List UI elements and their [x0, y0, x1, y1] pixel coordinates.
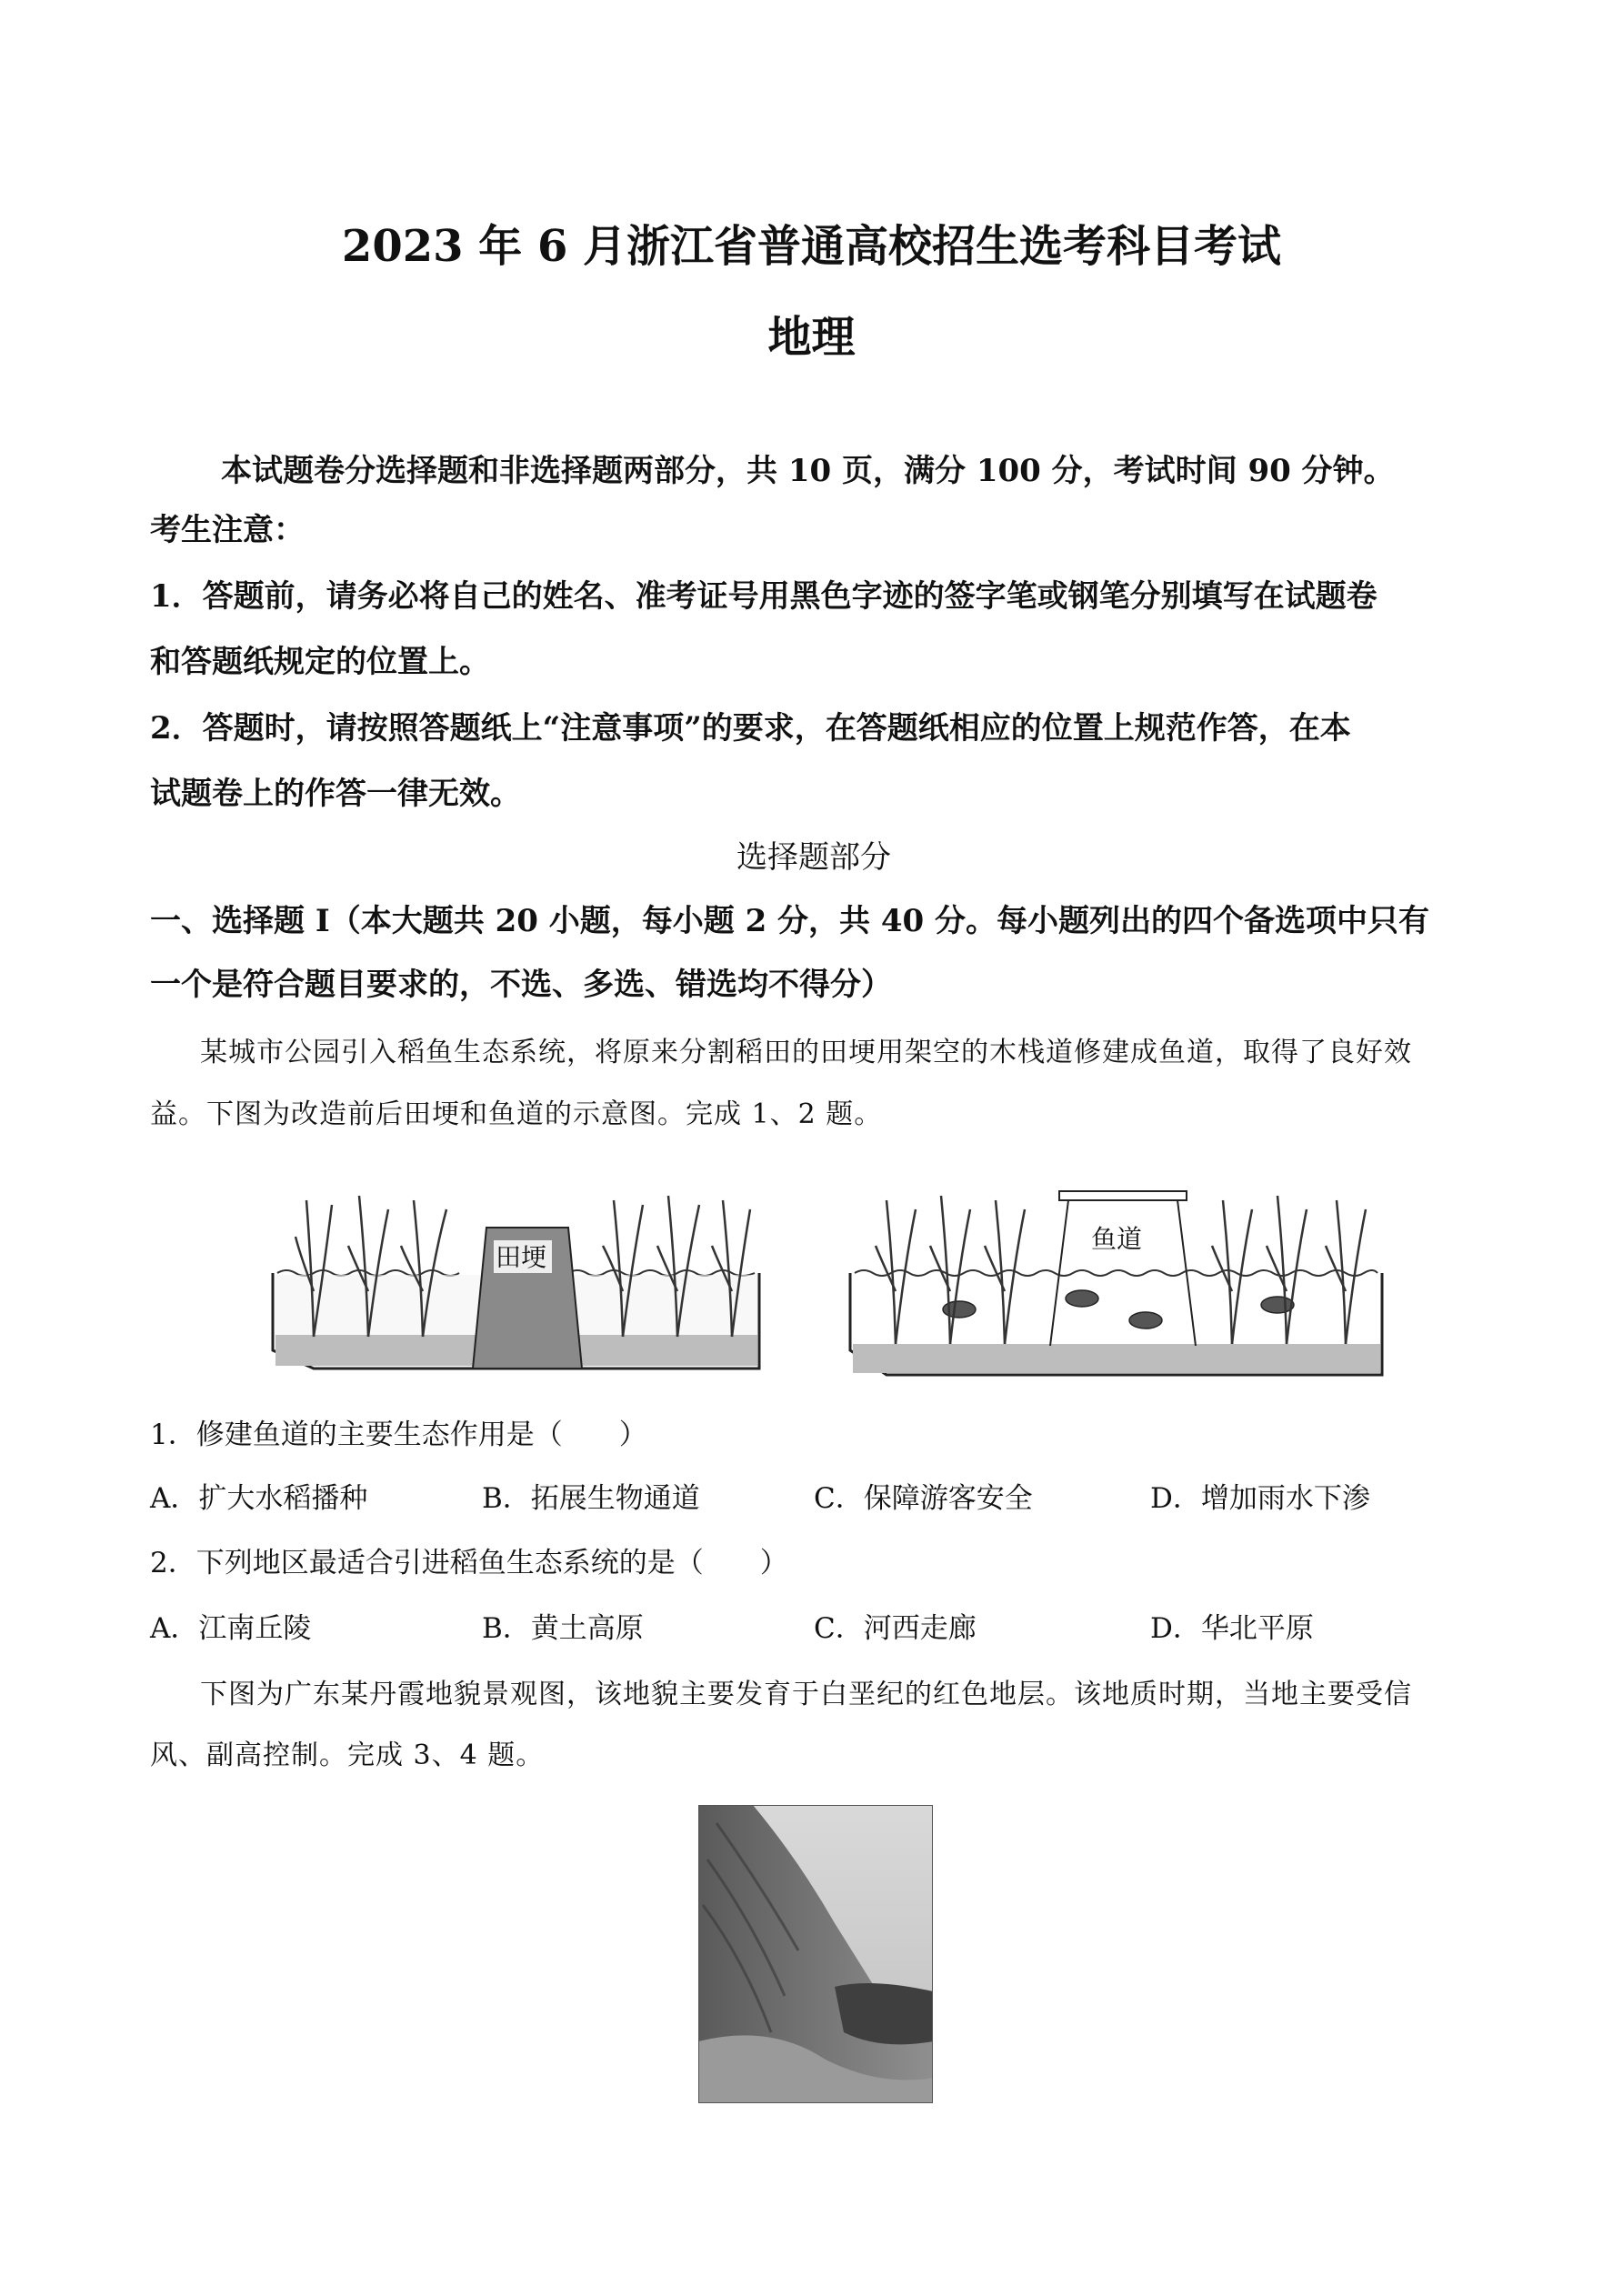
stem1-line-1: 某城市公园引入稻鱼生态系统，将原来分割稻田的田埂用架空的木栈道修建成鱼道，取得了良好效 [200, 1037, 1412, 1068]
stem2-line-2: 风、副高控制。完成 3、4 题。 [150, 1740, 545, 1771]
notice-title: 考生注意： [150, 512, 305, 548]
question-1: 1．修建鱼道的主要生态作用是（ ） [150, 1419, 647, 1451]
fishway-label: 鱼道 [1091, 1224, 1143, 1254]
section-title: 选择题部分 [736, 839, 891, 876]
q1-option-a: A．扩大水稻播种 [150, 1482, 368, 1515]
before-diagram [273, 1196, 759, 1369]
notice-2-line-1: 2．答题时，请按照答题纸上“注意事项”的要求，在答题纸相应的位置上规范作答，在本 [150, 710, 1351, 747]
subject-title: 地理 [767, 312, 856, 363]
danxia-landform-photo [698, 1805, 933, 2103]
notice-1-line-2: 和答题纸规定的位置上。 [150, 644, 490, 680]
intro-line: 本试题卷分选择题和非选择题两部分，共 10 页，满分 100 分，考试时间 90 分钟。 [221, 453, 1395, 489]
q1-option-c: C．保障游客安全 [814, 1482, 1033, 1515]
q1-option-d: D．增加雨水下渗 [1150, 1482, 1370, 1515]
ridge-fishway-diagram [268, 1173, 1396, 1391]
stem2-line-1: 下图为广东某丹霞地貌景观图，该地貌主要发育于白垩纪的红色地层。该地质时期，当地主要受信 [200, 1679, 1412, 1710]
notice-2-line-2: 试题卷上的作答一律无效。 [150, 776, 521, 812]
q2-option-a: A．江南丘陵 [150, 1612, 312, 1645]
q2-option-b: B．黄土高原 [482, 1612, 644, 1645]
fish-group [943, 1290, 1294, 1328]
exam-title: 2023 年 6 月浙江省普通高校招生选考科目考试 [341, 221, 1282, 272]
part1-line-1: 一、选择题 I（本大题共 20 小题，每小题 2 分，共 40 分。每小题列出的四个备选项中只有 [150, 903, 1430, 939]
boardwalk [1059, 1191, 1187, 1200]
ridge-label: 田埂 [496, 1242, 547, 1272]
notice-1-line-1: 1．答题前，请务必将自己的姓名、准考证号用黑色字迹的签字笔或钢笔分别填写在试题卷 [150, 578, 1378, 615]
q1-option-b: B．拓展生物通道 [482, 1482, 700, 1515]
stem1-line-2: 益。下图为改造前后田埂和鱼道的示意图。完成 1、2 题。 [150, 1098, 883, 1130]
after-diagram [850, 1191, 1382, 1375]
q2-option-d: D．华北平原 [1150, 1612, 1314, 1645]
q2-option-c: C．河西走廊 [814, 1612, 977, 1645]
part1-line-2: 一个是符合题目要求的，不选、多选、错选均不得分） [150, 967, 892, 1003]
question-2: 2．下列地区最适合引进稻鱼生态系统的是（ ） [150, 1547, 788, 1579]
